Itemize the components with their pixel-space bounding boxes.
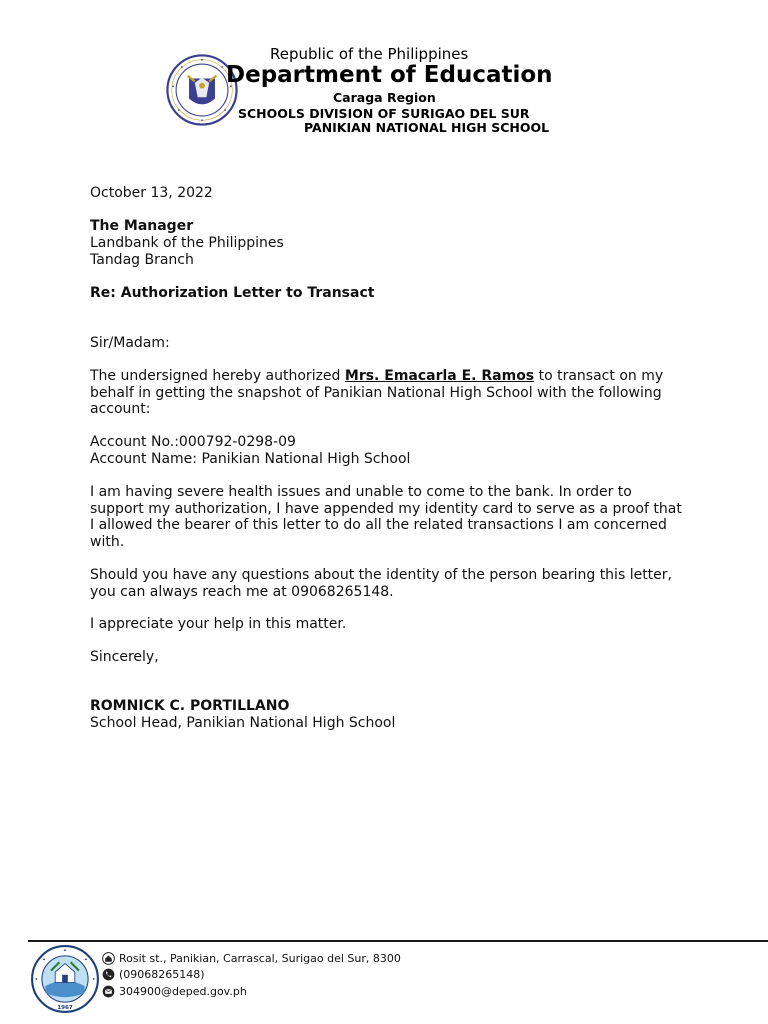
signatory-name: ROMNICK C. PORTILLANO xyxy=(90,698,290,714)
footer-email xyxy=(102,985,247,998)
header-school: PANIKIAN NATIONAL HIGH SCHOOL xyxy=(304,120,550,135)
footer-email-text: 304900@deped.gov.ph xyxy=(119,985,247,998)
p1-before: The undersigned hereby authorized xyxy=(90,368,345,384)
phone-icon xyxy=(102,968,115,981)
header-department: Department of Education xyxy=(226,62,553,88)
paragraph-health: I am having severe health issues and unable to come to the bank. In order to support my authorization, I have appended my identity card to serve as a proof that I allowed the bearer of this letter to do all the related transactions I am concerned with. xyxy=(90,484,682,550)
home-icon xyxy=(102,952,115,965)
paragraph-authorization xyxy=(90,368,690,418)
header-republic: Republic of the Philippines xyxy=(270,45,469,63)
closing: Sincerely, xyxy=(90,649,159,665)
header-region: Caraga Region xyxy=(333,90,436,105)
email-icon xyxy=(102,985,115,998)
p1-after: to transact on my behalf in getting the snapshot of Panikian National High School with the following account: xyxy=(90,368,664,417)
letter-subject: Re: Authorization Letter to Transact xyxy=(90,285,375,301)
account-name: Account Name: Panikian National High School xyxy=(90,451,411,467)
footer-address-text: Rosit st., Panikian, Carrascal, Surigao del Sur, 8300 xyxy=(119,952,401,965)
svg-text:1967: 1967 xyxy=(57,1005,73,1012)
paragraph-contact: Should you have any questions about the identity of the person bearing this letter, you can always reach me at 09068265148. xyxy=(90,567,672,600)
school-seal-logo xyxy=(30,944,100,1014)
footer-divider xyxy=(28,940,768,942)
salutation: Sir/Madam: xyxy=(90,335,170,351)
footer-phone-text: (09068265148) xyxy=(119,968,205,981)
account-number: Account No.:000792-0298-09 xyxy=(90,434,296,450)
recipient-branch: Tandag Branch xyxy=(90,252,194,268)
paragraph-appreciation: I appreciate your help in this matter. xyxy=(90,616,347,632)
recipient-org: Landbank of the Philippines xyxy=(90,235,284,251)
signatory-title: School Head, Panikian National High School xyxy=(90,715,396,731)
header-division: SCHOOLS DIVISION OF SURIGAO DEL SUR xyxy=(238,106,530,121)
letter-date: October 13, 2022 xyxy=(90,185,213,201)
recipient-title: The Manager xyxy=(90,218,194,234)
authorized-person-name: Mrs. Emacarla E. Ramos xyxy=(344,368,535,384)
footer-address xyxy=(102,952,401,965)
footer-phone xyxy=(102,968,205,981)
